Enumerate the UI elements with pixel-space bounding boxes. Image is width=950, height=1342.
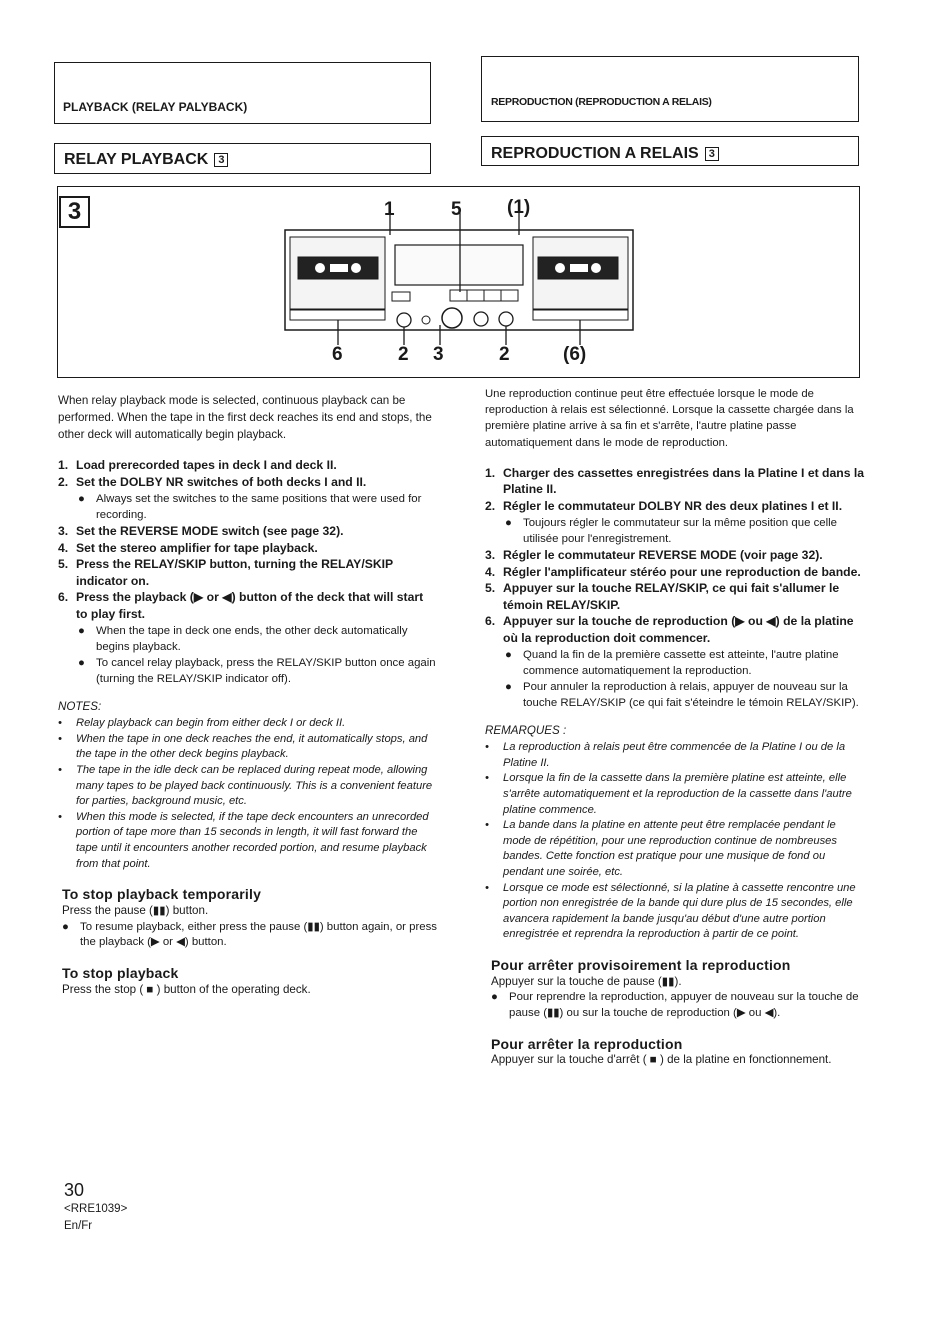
fr-note: • La reproduction à relais peut être commencée de la Platine I ou de la Platine II. [485,741,846,769]
fr-step: 1. Charger des cassettes enregistrées dans la Platine I et dans la Platine II. [485,465,865,497]
fr-stop-temp-bullet: ● Pour reprendre la reproduction, appuyer de nouveau sur la touche de pause (▮▮) ou sur la touche de reproduction (▶ ou ◀). [491,991,859,1020]
en-step: 3. Set the REVERSE MODE switch (see page 32). [58,523,344,538]
header-left-label: PLAYBACK (RELAY PALYBACK) [63,100,248,114]
fr-step: 5. Appuyer sur la touche RELAY/SKIP, ce qui fait s'allumer le témoin RELAY/SKIP. [485,581,840,612]
fr-stop-text: Appuyer sur la touche d'arrêt ( ■ ) de la platine en fonctionnement. [491,1053,832,1067]
en-notes-title: NOTES: [58,700,102,714]
french-column [485,386,865,1069]
fr-step-bullet: ● Quand la fin de la première cassette est atteinte, l'autre platine commence automatiquement la reproduction. [505,648,839,677]
section-ref-left: 3 [214,153,228,167]
en-step-bullet: ● When the tape in deck one ends, the other deck automatically begins playback. [78,624,408,653]
en-step: 1. Load prerecorded tapes in deck I and deck II. [58,458,337,473]
en-note: • When this mode is selected, if the tape deck encounters an unrecorded portion of tape more than 15 seconds in length, it will fast forward the tape until it encounters another recorded portion, and resume playback from that point. [58,810,429,870]
figure-number: 3 [59,196,90,228]
figure-label-2a: 2 [398,344,409,365]
en-stop-title: To stop playback [62,964,179,981]
en-step-bullet: ● To cancel relay playback, press the RELAY/SKIP button once again (turning the RELAY/SKIP indicator off). [78,656,436,686]
fr-step-bullet: ● Pour annuler la reproduction à relais, appuyer de nouveau sur la touche RELAY/SKIP (ce qui fait s'éteindre le témoin RELAY/SKIP). [505,680,859,710]
fr-step: 4. Régler l'amplificateur stéréo pour une reproduction de bande. [485,564,861,579]
en-stop-text: Press the stop ( ■ ) button of the operating deck. [62,982,311,996]
section-ref-right: 3 [705,147,719,161]
fr-note: • Lorsque ce mode est sélectionné, si la platine à cassette rencontre une portion non enregistrée de la bande qui dure plus de 15 secondes, elle avancera rapidement la bande jusqu'au début d'une autre portion enregistrée et reprendra la reproduction à partir de ce point. [485,881,856,941]
figure-label-6: 6 [332,344,343,365]
fr-stop-temp-title: Pour arrêter provisoirement la reproduction [491,956,791,973]
fr-step: 3. Régler le commutateur REVERSE MODE (voir page 32). [485,548,823,562]
english-column [58,393,438,998]
figure-label-6-paren: (6) [563,344,587,365]
en-step: 4. Set the stereo amplifier for tape playback. [58,540,318,555]
fr-note: • Lorsque la fin de la cassette dans la première platine est atteinte, elle s'arrête automatiquement et la reproduction de la cassette dans l'autre platine commence. [485,772,852,816]
en-note: • The tape in the idle deck can be replaced during repeat mode, allowing many tapes to be played back continuously. This is a convenient feature for parties, background music, etc. [58,763,433,808]
en-stop-temp-title: To stop playback temporarily [62,886,262,903]
title-left-text: RELAY PLAYBACK [64,151,209,168]
en-stop-temp-text: Press the pause (▮▮) button. [62,903,209,917]
title-right [491,145,719,163]
title-left [64,151,228,169]
en-step-bullet: ● Always set the switches to the same positions that were used for recording. [78,492,422,521]
figure-label-2b: 2 [499,344,510,365]
en-stop-temp-bullet: ● To resume playback, either press the pause (▮▮) button again, or press the playback (▶ or ◀) button. [62,920,437,949]
fr-stop-title: Pour arrêter la reproduction [491,1035,683,1052]
figure-label-1: 1 [384,199,395,220]
fr-notes-title: REMARQUES : [485,724,567,738]
figure-label-1-paren: (1) [507,197,531,218]
figure-label-3: 3 [433,344,444,365]
fr-stop-temp-text: Appuyer sur la touche de pause (▮▮). [491,974,682,988]
en-intro: When relay playback mode is selected, continuous playback can be performed. When the tape in the first deck reaches its end and stops, the other deck will automatically begin playback. [58,394,432,441]
fr-step: 6. Appuyer sur la touche de reproduction (▶ ou ◀) de la platine où la reproduction doit commencer. [485,614,854,645]
fr-intro: Une reproduction continue peut être effectuée lorsque le mode de reproduction à relais est sélectionné. Lorsque la cassette chargée dans la première platine arrive à sa fin et s'arrête, l'autre platine passe automatiquement dans le mode de reproduction. [485,388,854,449]
en-step: 2. Set the DOLBY NR switches of both decks I and II. [58,474,367,489]
header-left-box [54,62,431,124]
en-note: • Relay playback can begin from either deck I or deck II. [58,717,346,730]
fr-step-bullet: ● Toujours régler le commutateur sur la même position que celle utilisée pour l'enregistrement. [505,516,838,545]
fr-step: 2. Régler le commutateur DOLBY NR des deux platines I et II. [485,499,843,513]
page-number: 30 [64,1180,85,1200]
title-right-text: REPRODUCTION A RELAIS [491,145,699,162]
en-step: 5. Press the RELAY/SKIP button, turning the RELAY/SKIP indicator on. [58,557,393,588]
figure-label-5: 5 [451,199,462,220]
header-right-box [481,56,859,122]
en-steps [58,457,438,687]
en-step: 6. Press the playback (▶ or ◀) button of the deck that will start to play first. [58,590,424,621]
document-code: <RRE1039> [64,1203,128,1215]
fr-steps [485,465,865,712]
en-note: • When the tape in one deck reaches the end, it automatically stops, and the tape in the other deck begins playback. [58,732,428,761]
language-tag: En/Fr [64,1220,93,1232]
fr-note: • La bande dans la platine en attente peut être remplacée pendant le mode de répétition, pour une reproduction continue de nombreuses bandes. Cette fonction est pratique pour une musique de fond ou pendant une soirée, etc. [485,819,837,878]
header-right-label: REPRODUCTION (REPRODUCTION A RELAIS) [491,96,712,108]
